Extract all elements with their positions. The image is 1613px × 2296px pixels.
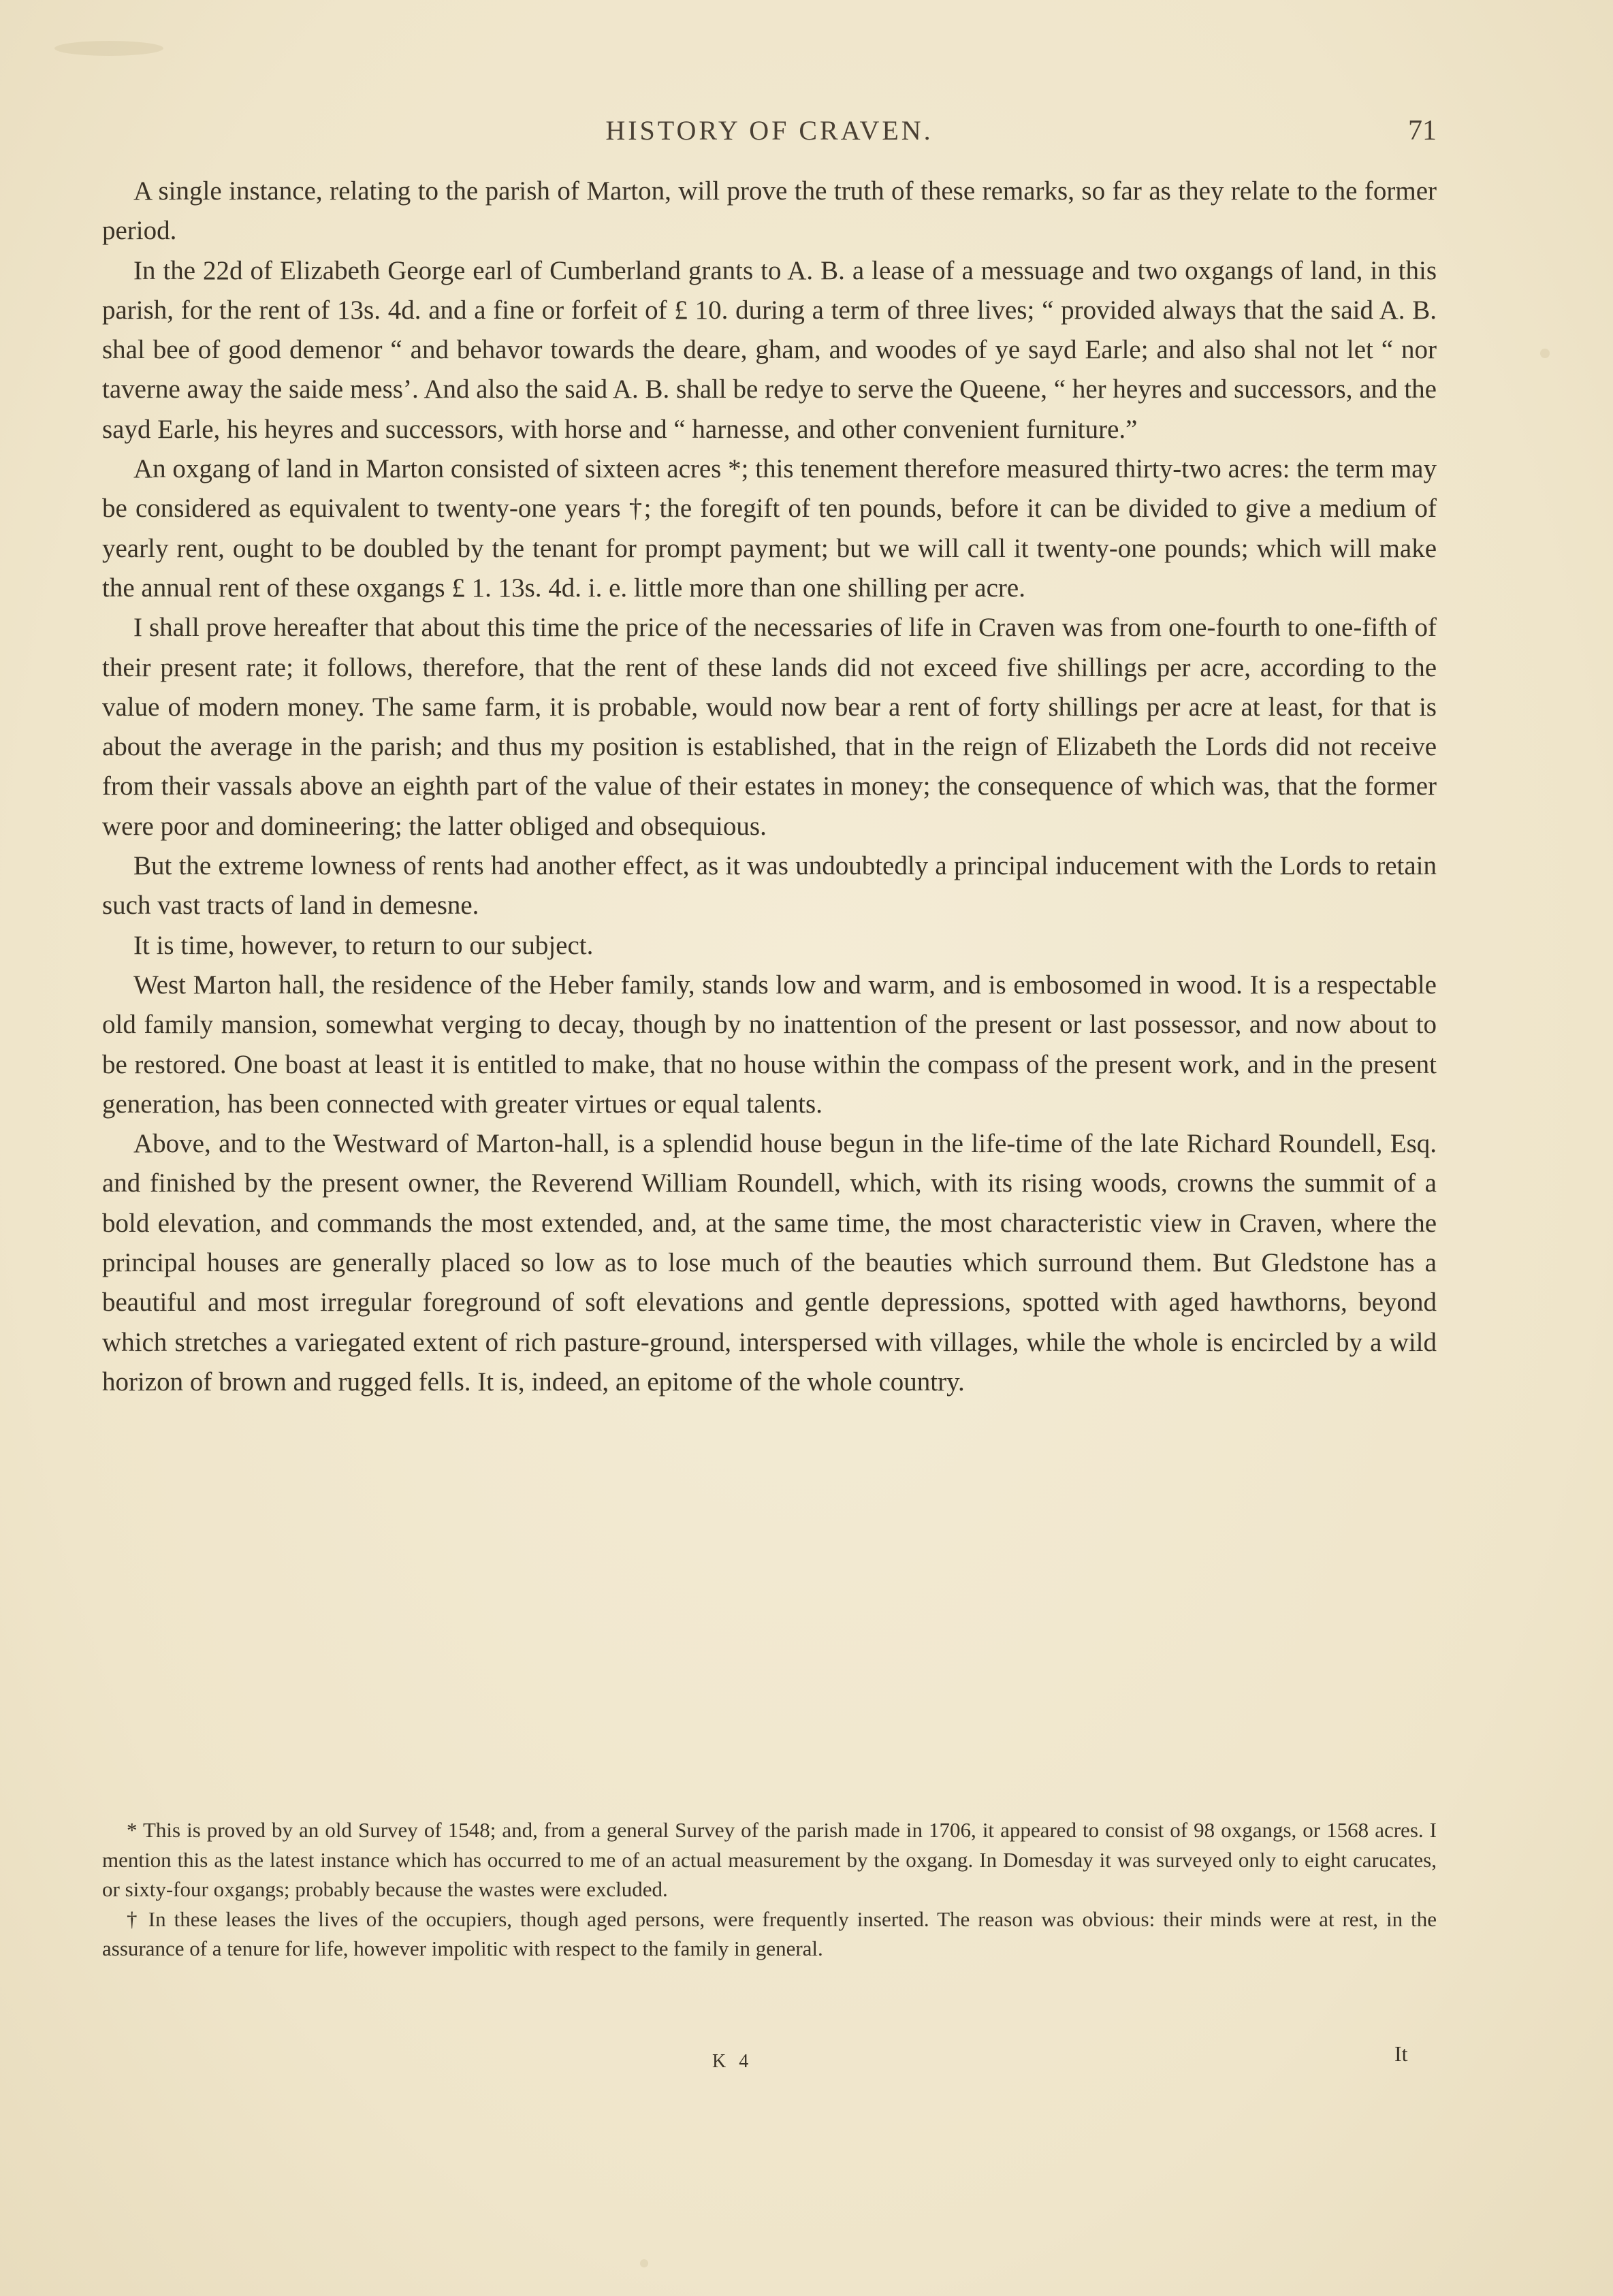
paragraph: West Marton hall, the residence of the Heber family, stands low and warm, and is embosomed in wood. It is a respectable old family mansion, somewhat verging to decay, though by no inattention of the present or last possessor, and now about to be restored. One boast at least it is entitled to make, that no house within the compass of the present work, and in the present generation, has been connected with greater virtues or equal talents. [102,970,1437,1119]
footnotes [102,1815,1437,1964]
paragraph: An oxgang of land in Marton consisted of sixteen acres *; this tenement therefore measured thirty-two acres: the term may be considered as equivalent to twenty-one years †; the foregift of ten pounds, before it can be divided to give a medium of yearly rent, ought to be doubled by the tenant for prompt payment; but we will call it twenty-one pounds; which will make the annual rent of these oxgangs £ 1. 13s. 4d. i. e. little more than one shilling per acre. [102,454,1437,603]
paragraph: In the 22d of Elizabeth George earl of Cumberland grants to A. B. a lease of a messuage and two oxgangs of land, in this parish, for the rent of 13s. 4d. and a fine or forfeit of £ 10. during a term of three lives; “ provided always that the said A. B. shal bee of good demenor “ and behavor towards the deare, gham, and woodes of ye sayd Earle; and also shal not let “ nor taverne away the saide mess’. And also the said A. B. shall be redye to serve the Queene, “ her heyres and successors, and the sayd Earle, his heyres and successors, with horse and “ harnesse, and other convenient furniture.” [102,255,1437,444]
paper-stain [54,41,163,56]
running-title: HISTORY OF CRAVEN. [605,115,933,146]
paper-stain [1540,349,1550,358]
paragraph: I shall prove hereafter that about this time the price of the necessaries of life in Craven was from one-fourth to one-fifth of their present rate; it follows, therefore, that the rent of these lands did not exceed five shillings per acre, according to the value of modern money. The same farm, it is probable, would now bear a rent of forty shillings per acre at least, for that is about the average in the parish; and thus my position is established, that in the reign of Elizabeth the Lords did not receive from their vassals above an eighth part of the value of their estates in money; the consequence of which was, that the former were poor and domineering; the latter obliged and obsequious. [102,613,1437,841]
paragraph: Above, and to the Westward of Marton-hall, is a splendid house begun in the life-time of the late Richard Roundell, Esq. and finished by the present owner, the Reverend William Roundell, which, with its rising woods, crowns the summit of a bold elevation, and commands the most extended, and, at the same time, the most characteristic view in Craven, where the principal houses are generally placed so low as to lose much of the beauties which surround them. But Gledstone has a beautiful and most irregular foreground of soft elevations and gentle depressions, spotted with aged hawthorns, beyond which stretches a variegated extent of rich pasture-ground, interspersed with villages, while the whole is encircled by a wild horizon of brown and rugged fells. It is, indeed, an epitome of the whole country. [102,1129,1437,1397]
signature-mark: K 4 [712,2051,753,2072]
footnote: † In these leases the lives of the occupiers, though aged persons, were frequently inserted. The reason was obvious: their minds were at rest, in the assurance of a tenure for life, however impolitic with respect to the family in general. [102,1907,1437,1960]
paper-stain [640,2259,648,2267]
page-header [102,114,1437,155]
paragraph: A single instance, relating to the parish of Marton, will prove the truth of these remarks, so far as they relate to the former period. [102,176,1437,246]
page-number: 71 [1408,115,1437,146]
paragraph: But the extreme lowness of rents had another effect, as it was undoubtedly a principal inducement with the Lords to retain such vast tracts of land in demesne. [102,851,1437,921]
paragraph: It is time, however, to return to our subject. [133,930,594,960]
catchword: It [1394,2041,1408,2066]
footnote: * This is proved by an old Survey of 1548; and, from a general Survey of the parish made in 1706, it appeared to consist of 98 oxgangs, or 1568 acres. I mention this as the latest instance which has occurred to me of an actual measurement by the oxgang. In Domesday it was surveyed only to eight carucates, or sixty-four oxgangs; probably because the wastes were excluded. [102,1818,1437,1901]
body-text [102,172,1437,1402]
